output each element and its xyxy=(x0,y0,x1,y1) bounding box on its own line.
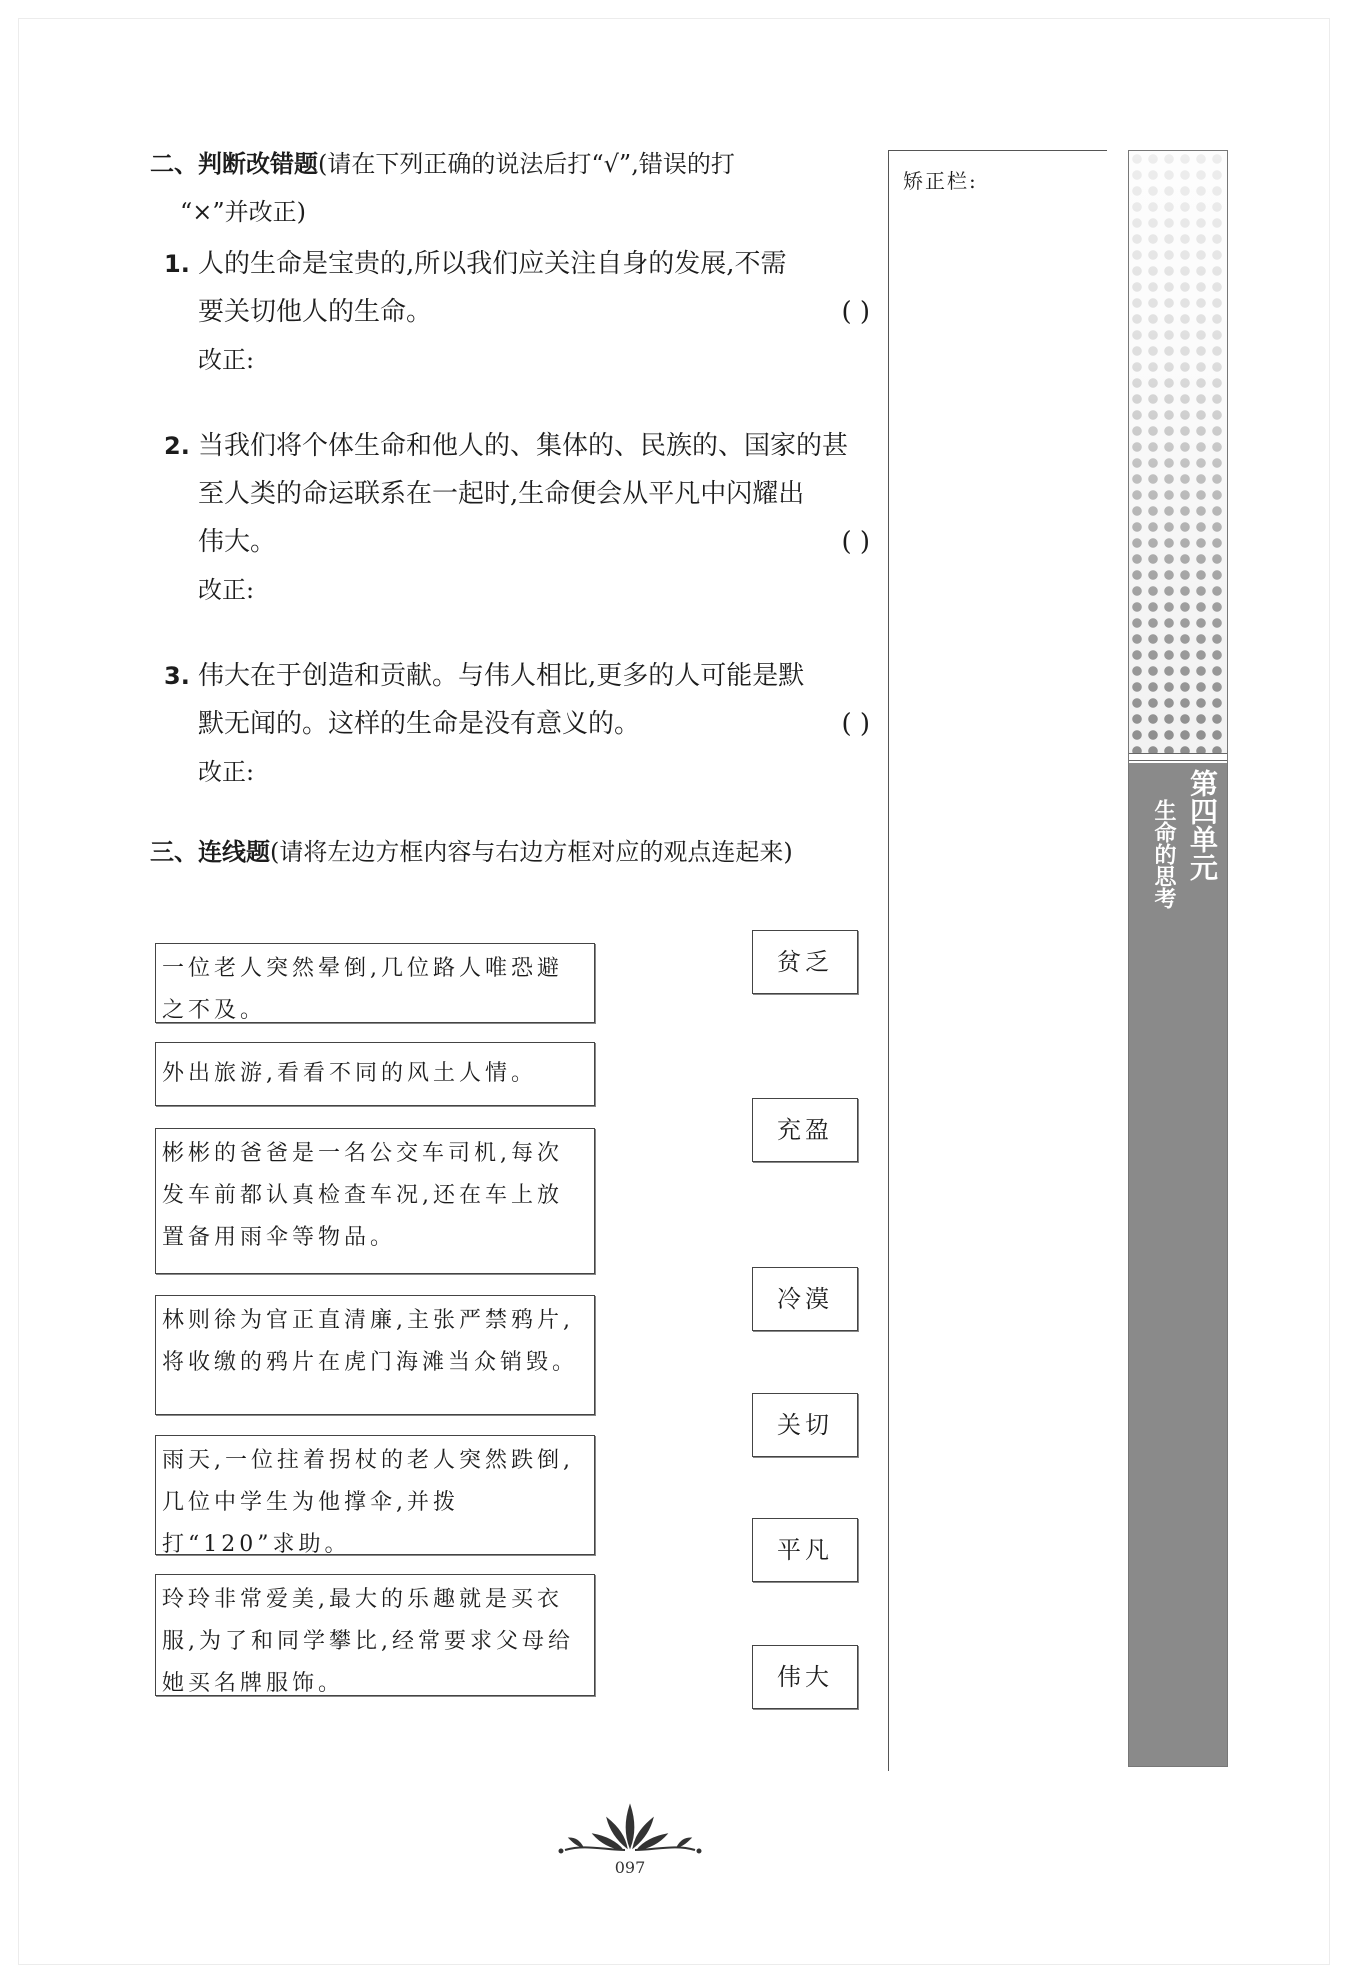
match-right-box-4[interactable]: 关切 xyxy=(752,1393,858,1457)
section2-title: 二、判断改错题 xyxy=(150,150,318,178)
section3-instruction: (请将左边方框内容与右边方框对应的观点连起来) xyxy=(270,838,793,866)
question-line: 默无闻的。这样的生命是没有意义的。 xyxy=(198,709,641,739)
main-content xyxy=(150,140,870,876)
unit-title: 第四单元 xyxy=(1186,769,1219,881)
question-line: 至人类的命运联系在一起时,生命便会从平凡中闪耀出 xyxy=(198,479,805,509)
match-left-box-6[interactable]: 玲玲非常爱美,最大的乐趣就是买衣服,为了和同学攀比,经常要求父母给她买名牌服饰。 xyxy=(155,1574,595,1696)
question-line: 要关切他人的生命。 xyxy=(198,297,433,327)
question-text xyxy=(198,422,870,566)
match-left-box-4[interactable]: 林则徐为官正直清廉,主张严禁鸦片,将收缴的鸦片在虎门海滩当众销毁。 xyxy=(155,1295,595,1415)
match-right-box-2[interactable]: 充盈 xyxy=(752,1098,858,1162)
question-line-wrap xyxy=(198,288,870,336)
spacer xyxy=(150,384,870,418)
section3-title: 三、连线题 xyxy=(150,838,270,866)
correction-prompt: 改正: xyxy=(198,758,255,786)
halftone-fade xyxy=(1129,151,1227,753)
section2-heading-cont xyxy=(150,188,870,236)
section2-instruction-cont: “×”并改正) xyxy=(180,198,307,226)
answer-paren[interactable]: ( ) xyxy=(841,527,870,557)
question-number: 2. xyxy=(164,432,190,460)
question-3 xyxy=(150,652,870,796)
section2-heading xyxy=(150,140,870,188)
unit-subtitle: 生命的思考 xyxy=(1151,799,1176,909)
question-line: 伟大。 xyxy=(198,527,277,557)
question-2 xyxy=(150,422,870,614)
unit-side-tab xyxy=(1128,150,1228,1767)
correction-prompt: 改正: xyxy=(198,576,255,604)
spacer xyxy=(150,614,870,648)
question-line-wrap xyxy=(198,700,870,748)
match-right-box-1[interactable]: 贫乏 xyxy=(752,930,858,994)
question-text xyxy=(198,240,870,336)
leaf-ornament-icon xyxy=(555,1800,705,1860)
section2-instruction: (请在下列正确的说法后打“√”,错误的打 xyxy=(318,150,735,178)
match-right-box-6[interactable]: 伟大 xyxy=(752,1645,858,1709)
question-line: 伟大在于创造和贡献。与伟人相比,更多的人可能是默 xyxy=(198,661,805,691)
answer-paren[interactable]: ( ) xyxy=(841,709,870,739)
match-right-box-3[interactable]: 冷漠 xyxy=(752,1267,858,1331)
answer-paren[interactable]: ( ) xyxy=(841,297,870,327)
section3-heading xyxy=(150,828,870,876)
question-number: 1. xyxy=(164,250,190,278)
question-line: 当我们将个体生命和他人的、集体的、民族的、国家的甚 xyxy=(198,431,849,461)
question-number: 3. xyxy=(164,662,190,690)
question-1 xyxy=(150,240,870,384)
page-number: 097 xyxy=(614,1858,646,1877)
correction-column xyxy=(888,150,1107,1771)
match-right-box-5[interactable]: 平凡 xyxy=(752,1518,858,1582)
question-text xyxy=(198,652,870,748)
question-line: 人的生命是宝贵的,所以我们应关注自身的发展,不需 xyxy=(198,249,787,279)
tab-gray-band xyxy=(1129,763,1227,1766)
question-line-wrap xyxy=(198,518,870,566)
match-left-box-3[interactable]: 彬彬的爸爸是一名公交车司机,每次发车前都认真检查车况,还在车上放置备用雨伞等物品。 xyxy=(155,1128,595,1274)
match-left-box-2[interactable]: 外出旅游,看看不同的风土人情。 xyxy=(155,1042,595,1106)
correction-prompt: 改正: xyxy=(198,346,255,374)
match-left-box-1[interactable]: 一位老人突然晕倒,几位路人唯恐避之不及。 xyxy=(155,943,595,1023)
match-left-box-5[interactable]: 雨天,一位拄着拐杖的老人突然跌倒,几位中学生为他撑伞,并拨打“120”求助。 xyxy=(155,1435,595,1555)
tab-divider xyxy=(1129,753,1227,761)
correction-label: 矫正栏: xyxy=(903,169,978,193)
